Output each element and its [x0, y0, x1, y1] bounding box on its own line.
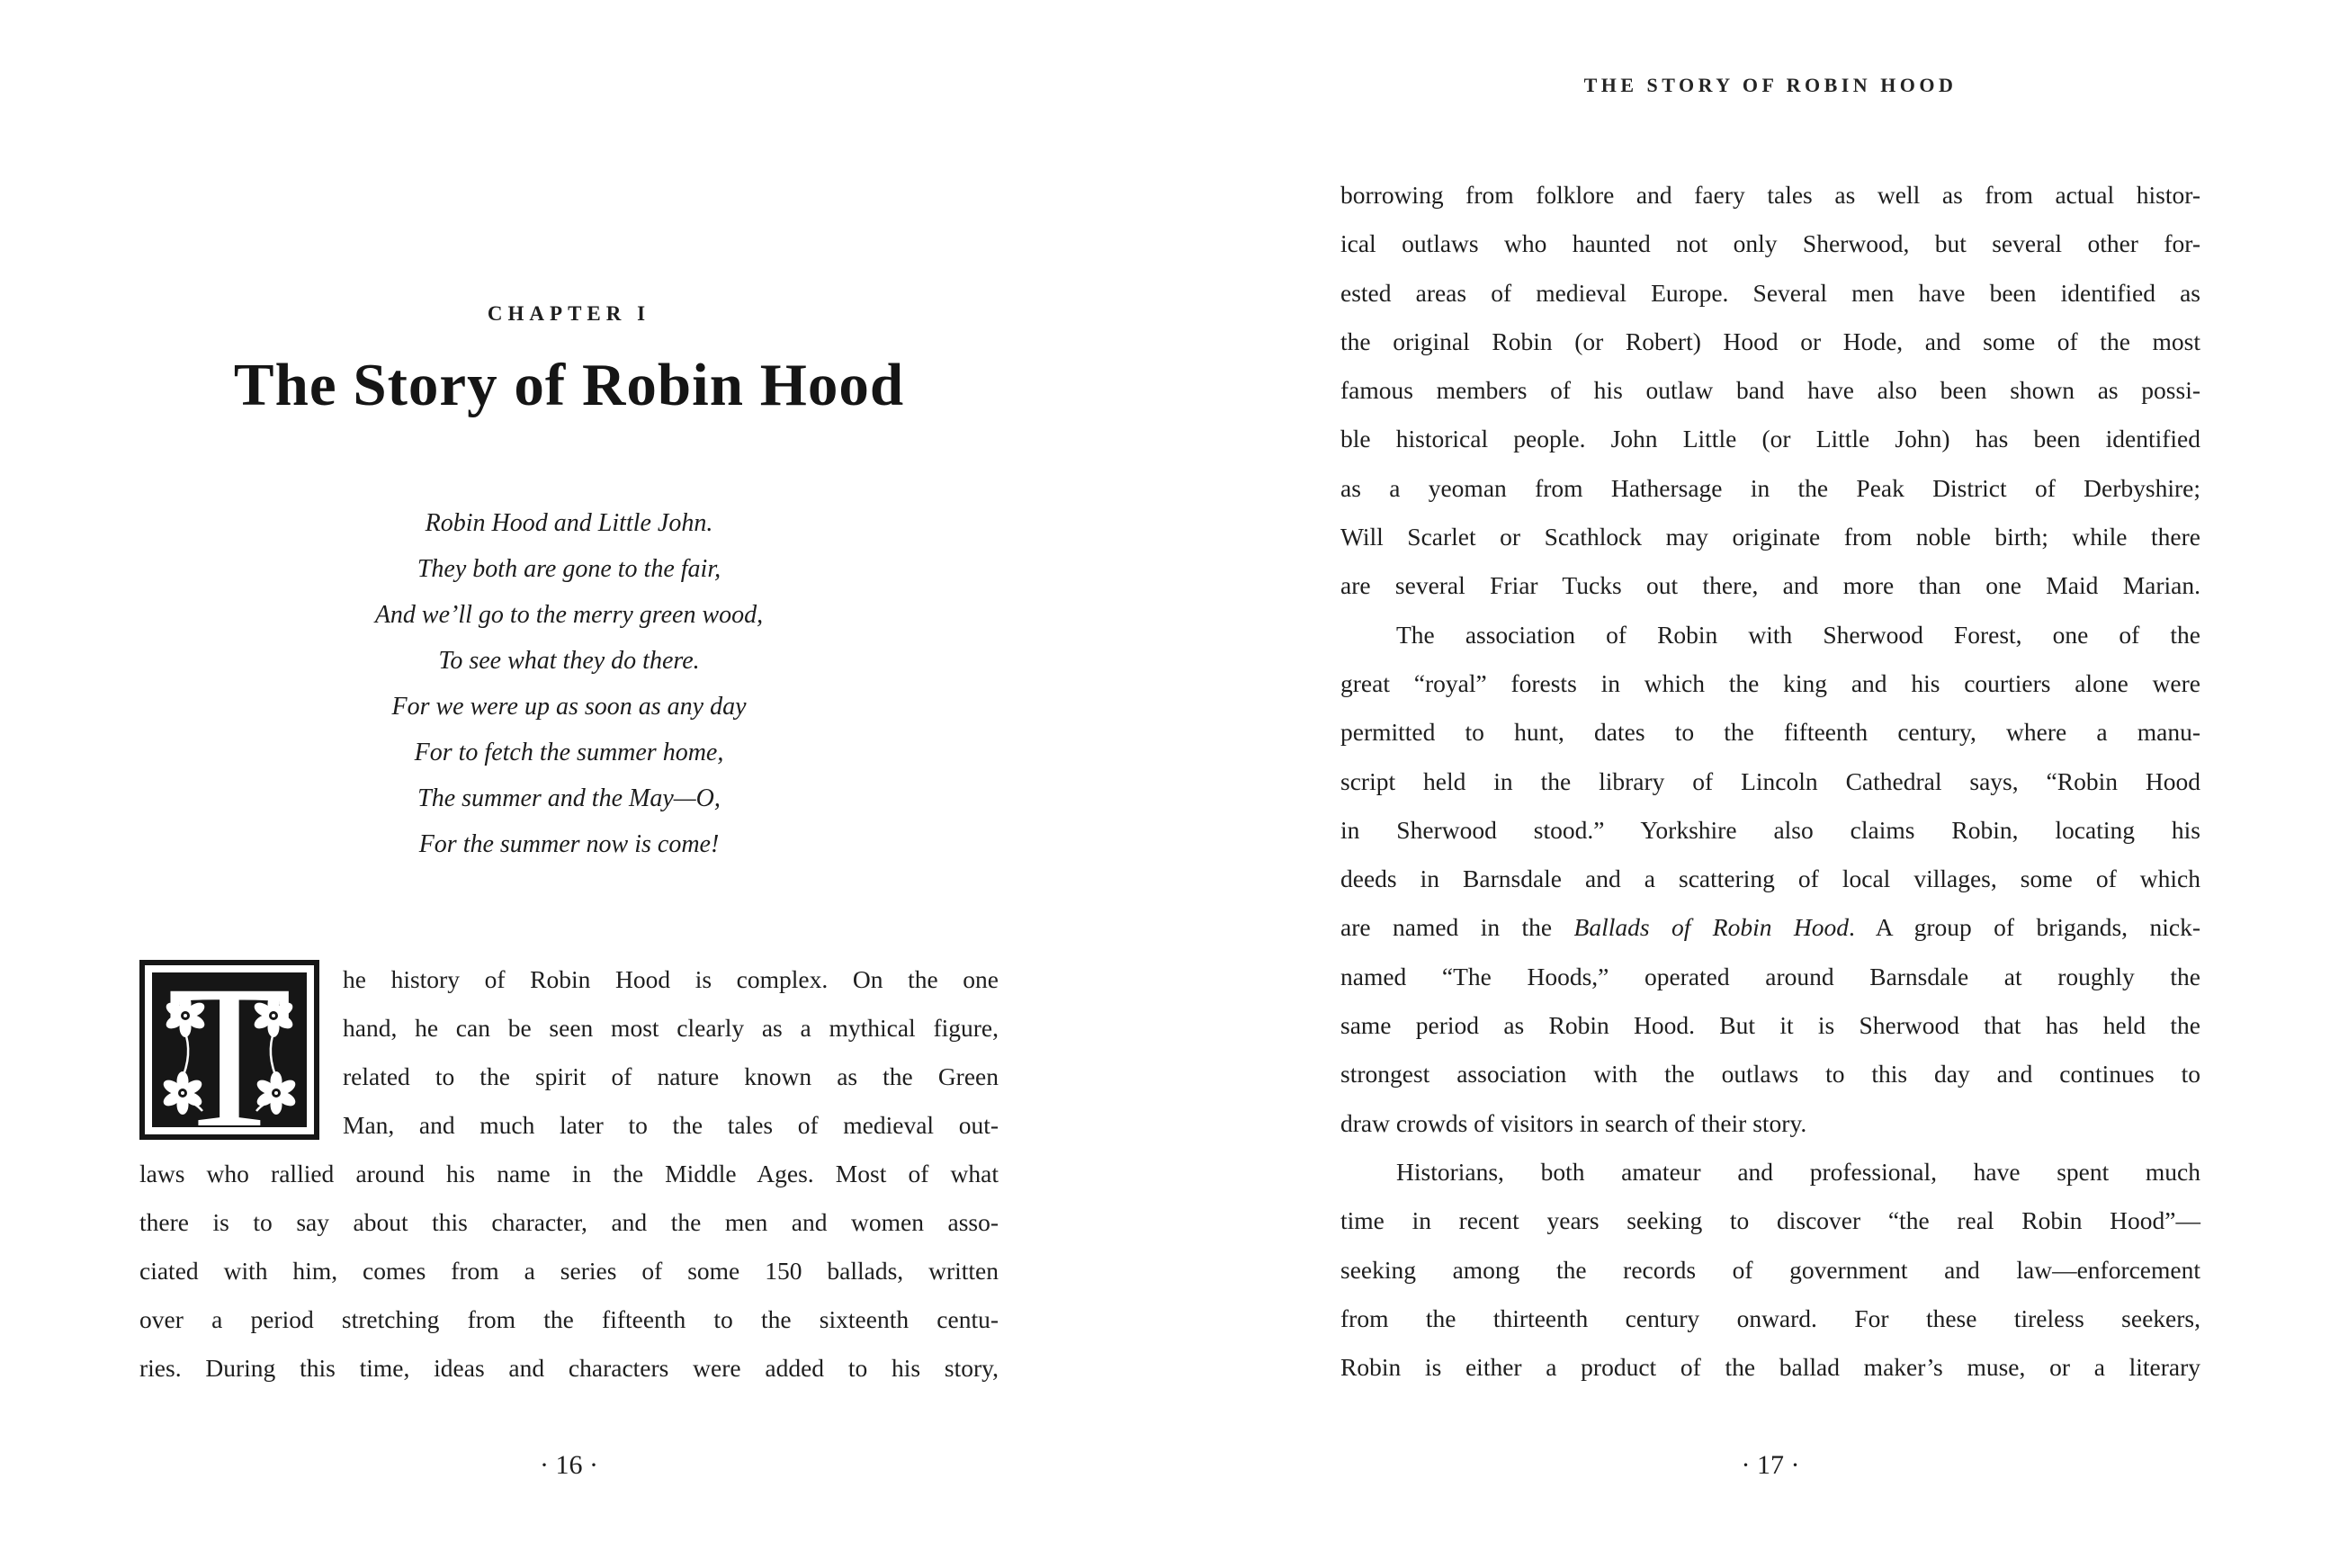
- page-number-left: · 16 ·: [540, 1450, 598, 1480]
- text-line: as a yeoman from Hathersage in the Peak District of Derbyshire;: [1340, 473, 2200, 502]
- text-line: For to fetch the summer home,: [414, 739, 724, 766]
- text-line: strongest association with the outlaws to this day and continues to: [1340, 1060, 2200, 1089]
- text-line: ble historical people. John Little (or Little John) has been identified: [1340, 425, 2200, 453]
- chapter-title: The Story of Robin Hood: [233, 352, 905, 418]
- text-line: permitted to hunt, dates to the fifteenth century, where a manu-: [1340, 718, 2200, 747]
- text-line: The summer and the May—O,: [417, 784, 721, 812]
- text-line: from the thirteenth century onward. For these tireless seekers,: [1340, 1304, 2200, 1332]
- text-line: named “The Hoods,” operated around Barnsdale at roughly the: [1340, 962, 2200, 990]
- text-line: great “royal” forests in which the king and his courtiers alone were: [1340, 668, 2200, 697]
- poem-epigraph: [139, 500, 999, 867]
- opening-paragraph-top: [139, 955, 999, 1150]
- text-line: same period as Robin Hood. But it is Sherwood that has held the: [1340, 1011, 2200, 1040]
- text-line: And we’ll go to the merry green wood,: [374, 601, 764, 629]
- page-number-right: · 17 ·: [1741, 1450, 1800, 1480]
- dropcap-letter: T: [166, 960, 292, 1140]
- text-line: seeking among the records of government and law—enforcement: [1340, 1255, 2200, 1284]
- text-line: Will Scarlet or Scathlock may originate from noble birth; while there: [1340, 523, 2200, 551]
- text-line: script held in the library of Lincoln Cathedral says, “Robin Hood: [1340, 766, 2200, 795]
- text-line: ciated with him, comes from a series of some 150 ballads, written: [139, 1257, 999, 1285]
- text-line: are named in the Ballads of Robin Hood. A group of brigands, nick-: [1340, 913, 2200, 942]
- text-line: ries. During this time, ideas and characters were added to his story,: [139, 1354, 999, 1382]
- text-line: Man, and much later to the tales of medieval out-: [343, 1111, 999, 1139]
- text-line: the original Robin (or Robert) Hood or Hode, and some of the most: [1340, 327, 2200, 355]
- text-line: deeds in Barnsdale and a scattering of local villages, some of which: [1340, 865, 2200, 893]
- text-line: draw crowds of visitors in search of their story.: [1340, 1108, 1807, 1137]
- paragraph: [1340, 171, 2200, 611]
- left-page: [139, 0, 999, 1568]
- text-line: there is to say about this character, and the men and women asso-: [139, 1208, 999, 1236]
- running-head: THE STORY OF ROBIN HOOD: [1583, 74, 1958, 96]
- text-line: hand, he can be seen most clearly as a mythical figure,: [343, 1014, 999, 1042]
- right-page-text: [1340, 171, 2200, 1392]
- text-line: To see what they do there.: [438, 647, 700, 675]
- text-line: ested areas of medieval Europe. Several men have been identified as: [1340, 278, 2200, 307]
- text-line: ical outlaws who haunted not only Sherwood, but several other for-: [1340, 229, 2200, 258]
- text-line: over a period stretching from the fifteenth to the sixteenth centu-: [139, 1305, 999, 1333]
- right-page: [1340, 0, 2200, 1568]
- paragraph: [1340, 611, 2200, 1148]
- text-line: For the summer now is come!: [418, 830, 720, 858]
- text-line: famous members of his outlaw band have also been shown as possi-: [1340, 376, 2200, 405]
- dropcap-ornament: [139, 960, 319, 1140]
- dropcap-woodcut-icon: [139, 960, 319, 1140]
- paragraph-beside-dropcap: [343, 955, 999, 1150]
- paragraph-continuation: [139, 1150, 999, 1393]
- paragraph: [1340, 1148, 2200, 1392]
- text-line: time in recent years seeking to discover “the real Robin Hood”—: [1340, 1206, 2200, 1235]
- text-line: Robin is either a product of the ballad maker’s muse, or a literary: [1340, 1353, 2200, 1382]
- text-line: he history of Robin Hood is complex. On the one: [343, 965, 999, 993]
- text-line: For we were up as soon as any day: [391, 693, 747, 721]
- chapter-label: CHAPTER I: [487, 302, 651, 325]
- text-line: Robin Hood and Little John.: [425, 509, 713, 537]
- text-line: are several Friar Tucks out there, and more than one Maid Marian.: [1340, 571, 2200, 600]
- text-line: borrowing from folklore and faery tales as well as from actual histor-: [1340, 181, 2200, 209]
- text-line: Historians, both amateur and professional, have spent much: [1396, 1157, 2200, 1186]
- text-line: related to the spirit of nature known as the Green: [343, 1062, 999, 1090]
- text-line: They both are gone to the fair,: [417, 555, 721, 583]
- text-line: The association of Robin with Sherwood Forest, one of the: [1396, 620, 2200, 649]
- text-line: in Sherwood stood.” Yorkshire also claims Robin, locating his: [1340, 815, 2200, 844]
- text-line: laws who rallied around his name in the Middle Ages. Most of what: [139, 1160, 999, 1187]
